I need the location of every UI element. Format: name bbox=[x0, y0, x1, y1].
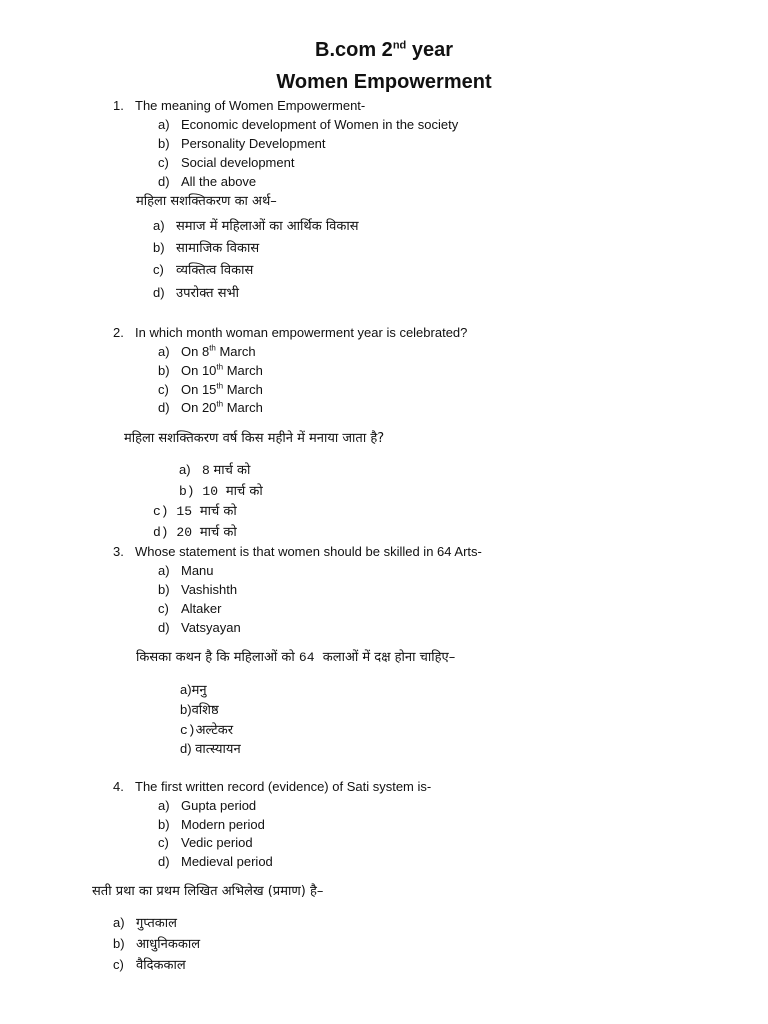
q1-hindi-option-b bbox=[153, 241, 259, 255]
q2-hindi-question: महिला सशक्तिकरण वर्ष किस महीने में मनाया जाता है? bbox=[124, 431, 385, 446]
q2-option-d bbox=[158, 401, 263, 414]
option-label: d) bbox=[158, 400, 170, 415]
q1-option-a bbox=[158, 118, 458, 131]
option-label: b) bbox=[153, 240, 165, 255]
question-number: 4. bbox=[113, 779, 124, 794]
option-label: d) bbox=[158, 174, 170, 189]
q4-option-d bbox=[158, 855, 273, 868]
option-sup: th bbox=[216, 399, 224, 409]
option-text: All the above bbox=[181, 174, 257, 189]
question-text: In which month woman empowerment year is celebrated? bbox=[135, 325, 468, 340]
q1-hindi-question: महिला सशक्तिकरण का अर्थ– bbox=[136, 194, 277, 209]
q2-option-b bbox=[158, 364, 263, 377]
option-label: c) bbox=[113, 957, 124, 972]
option-label: c) bbox=[158, 835, 169, 850]
option-sup: th bbox=[216, 381, 224, 391]
option-label: a) bbox=[179, 462, 191, 477]
q1-hindi-option-a bbox=[153, 219, 359, 233]
q4-option-c bbox=[158, 836, 253, 849]
option-text: सामाजिक विकास bbox=[176, 241, 260, 256]
q1-option-d bbox=[158, 175, 256, 188]
hindi-question-number: 64 bbox=[298, 650, 315, 665]
question-text: The first written record (evidence) of Sati system is- bbox=[135, 779, 432, 794]
option-text: उपरोक्त सभी bbox=[176, 286, 239, 301]
q2-option-c bbox=[158, 383, 263, 396]
option-number: 10 bbox=[202, 484, 219, 499]
option-pre: On 8 bbox=[181, 344, 210, 359]
q2-hindi-option-a bbox=[179, 463, 250, 477]
option-label: b) bbox=[179, 484, 195, 499]
q1-hindi-option-c bbox=[153, 263, 253, 277]
option-text: मार्च को bbox=[199, 504, 237, 519]
option-label: a) bbox=[158, 798, 170, 813]
question-number: 3. bbox=[113, 544, 124, 559]
title-prefix: B.com 2 bbox=[315, 39, 393, 61]
option-text: वैदिककाल bbox=[136, 958, 186, 973]
option-pre: On 20 bbox=[181, 400, 217, 415]
question-text: Whose statement is that women should be skilled in 64 Arts- bbox=[135, 544, 482, 559]
option-label: d) bbox=[158, 854, 170, 869]
option-text: मनु bbox=[191, 683, 207, 698]
option-text: व्यक्तित्व विकास bbox=[176, 263, 254, 278]
q4-option-a bbox=[158, 799, 256, 812]
q2-hindi-option-c bbox=[153, 505, 237, 518]
title-suffix: year bbox=[406, 39, 453, 61]
q3-hindi-option-a bbox=[180, 683, 207, 697]
q3-hindi-question bbox=[136, 651, 455, 664]
q4-hindi-option-b bbox=[113, 937, 200, 951]
title-superscript: nd bbox=[392, 39, 407, 52]
option-text: गुप्तकाल bbox=[136, 916, 177, 931]
option-text: मार्च को bbox=[199, 525, 237, 540]
q3-option-d bbox=[158, 621, 241, 634]
option-text: Altaker bbox=[181, 601, 222, 616]
option-label: b) bbox=[180, 702, 192, 717]
question-text: The meaning of Women Empowerment- bbox=[135, 98, 366, 113]
option-text: Manu bbox=[181, 563, 214, 578]
option-text: Economic development of Women in the society bbox=[181, 117, 459, 132]
q4-hindi-option-c bbox=[113, 958, 186, 972]
q3-option-c bbox=[158, 602, 221, 615]
q3-option-b bbox=[158, 583, 237, 596]
option-text: वशिष्ठ bbox=[191, 703, 219, 718]
option-label: b) bbox=[158, 136, 170, 151]
option-post: March bbox=[223, 382, 263, 397]
option-label: d) bbox=[158, 620, 170, 635]
option-number: 8 bbox=[202, 463, 210, 478]
option-text: Modern period bbox=[181, 817, 265, 832]
option-label: a) bbox=[153, 218, 165, 233]
option-text: Vashishth bbox=[181, 582, 238, 597]
question-1 bbox=[113, 99, 365, 112]
page-title-line1 bbox=[0, 40, 768, 60]
option-label: d) bbox=[180, 741, 192, 756]
option-label: d) bbox=[153, 285, 165, 300]
option-label: a) bbox=[113, 915, 125, 930]
q1-option-c bbox=[158, 156, 294, 169]
question-number: 2. bbox=[113, 325, 124, 340]
option-post: March bbox=[223, 363, 263, 378]
option-pre: On 10 bbox=[181, 363, 217, 378]
option-text: Social development bbox=[181, 155, 295, 170]
q2-option-a bbox=[158, 345, 256, 358]
option-post: March bbox=[223, 400, 263, 415]
option-sup: th bbox=[209, 343, 216, 353]
q4-hindi-question: सती प्रथा का प्रथम लिखित अभिलेख (प्रमाण) है– bbox=[92, 884, 324, 899]
option-label: c) bbox=[158, 601, 169, 616]
option-label: c) bbox=[180, 723, 196, 738]
option-label: b) bbox=[158, 817, 170, 832]
q1-option-b bbox=[158, 137, 326, 150]
q2-hindi-option-d bbox=[153, 526, 237, 539]
option-pre: On 15 bbox=[181, 382, 217, 397]
option-text: मार्च को bbox=[225, 484, 263, 499]
option-label: b) bbox=[158, 363, 170, 378]
option-number: 15 bbox=[176, 504, 193, 519]
option-label: c) bbox=[153, 262, 164, 277]
option-number: 20 bbox=[176, 525, 193, 540]
q1-hindi-option-d bbox=[153, 286, 239, 300]
q3-option-a bbox=[158, 564, 214, 577]
option-text: वात्स्यायन bbox=[195, 742, 241, 757]
option-label: b) bbox=[158, 582, 170, 597]
option-text: Vatsyayan bbox=[181, 620, 241, 635]
option-text: समाज में महिलाओं का आर्थिक विकास bbox=[176, 219, 359, 234]
option-label: a) bbox=[180, 682, 192, 697]
q3-hindi-option-b bbox=[180, 703, 219, 717]
option-text: Gupta period bbox=[181, 798, 257, 813]
option-label: a) bbox=[158, 344, 170, 359]
question-2 bbox=[113, 326, 467, 339]
option-label: c) bbox=[158, 382, 169, 397]
page-title-line2: Women Empowerment bbox=[276, 71, 492, 93]
option-label: b) bbox=[113, 936, 125, 951]
q3-hindi-option-d bbox=[180, 742, 241, 756]
q4-option-b bbox=[158, 818, 265, 831]
q2-hindi-option-b bbox=[179, 485, 263, 498]
q4-hindi-option-a bbox=[113, 916, 177, 930]
option-post: March bbox=[215, 344, 256, 359]
option-label: a) bbox=[158, 563, 170, 578]
option-text: अल्टेकर bbox=[195, 723, 234, 738]
option-text: Personality Development bbox=[181, 136, 326, 151]
option-text: आधुनिककाल bbox=[136, 937, 201, 952]
option-text: Vedic period bbox=[181, 835, 253, 850]
option-sup: th bbox=[216, 362, 224, 372]
option-text: मार्च को bbox=[213, 463, 251, 478]
question-number: 1. bbox=[113, 98, 124, 113]
question-4 bbox=[113, 780, 431, 793]
q3-hindi-option-c bbox=[180, 723, 233, 737]
option-text: Medieval period bbox=[181, 854, 273, 869]
option-label: c) bbox=[153, 504, 169, 519]
option-label: a) bbox=[158, 117, 170, 132]
question-3 bbox=[113, 545, 482, 558]
hindi-question-post: कलाओं में दक्ष होना चाहिए– bbox=[322, 650, 456, 665]
option-label: c) bbox=[158, 155, 169, 170]
hindi-question-pre: किसका कथन है कि महिलाओं को bbox=[136, 650, 295, 665]
option-label: d) bbox=[153, 525, 169, 540]
